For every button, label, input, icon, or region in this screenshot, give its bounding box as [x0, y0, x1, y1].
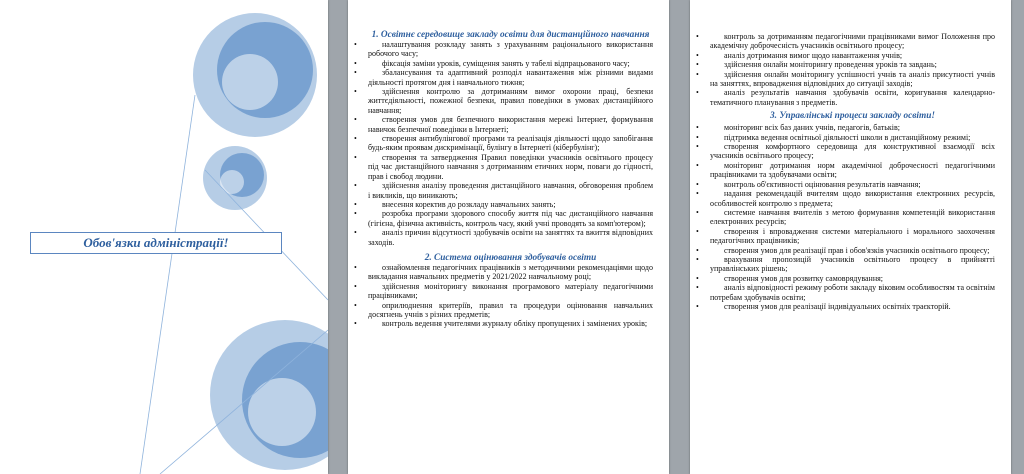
- list-item: • здійснення контролю за дотриманням вимог охорони праці, безпеки життєдіяльності, пожежної безпеки, правил поведінки в умовах дистанційного навчання;: [368, 87, 653, 115]
- list-item: • фіксація заміни уроків, суміщення занять у табелі відпрацьованого часу;: [368, 59, 653, 68]
- list-item: • створення умов для розвитку самоврядування;: [710, 274, 995, 283]
- list-item: • аналіз результатів навчання здобувачів освіти, коригування календарно-тематичного планування з предметів.: [710, 88, 995, 107]
- list-item: • здійснення онлайн моніторингу успішності учнів та аналіз присутності учнів на заняттях, впровадження відповідних до ситуації заходів;: [710, 70, 995, 89]
- list-item: • підтримка ведення освітньої діяльності школи в дистанційному режимі;: [710, 133, 995, 142]
- list-item: • контроль ведення учителями журналу обліку пропущених і замінених уроків;: [368, 319, 653, 328]
- page-title: Обов'язки адміністрації!: [30, 232, 282, 254]
- document-page-3: [690, 0, 1011, 474]
- list-item: • розробка програми здорового способу життя під час дистанційного навчання (гігієна, фізична активність, контроль часу, який учні проводять за комп'ютером);: [368, 209, 653, 228]
- list-item: • системне навчання вчителів з метою формування компетенцій використання електронних ресурсів;: [710, 208, 995, 227]
- list-item: • створення та затвердження Правил поведінки учасників освітнього процесу під час дистанційного навчання з дотриманням етичних норм, поваги до гідності, прав і свобод людини.: [368, 153, 653, 181]
- list-item: • збалансування та адаптивний розподіл навантаження між різними видами діяльності протягом дня і навчального тижня;: [368, 68, 653, 87]
- list-item: • створення антибулінгової програми та реалізація діяльності щодо запобігання будь-яким проявам дискримінації, булінгу в Інтернеті (кібербулінг);: [368, 134, 653, 153]
- list-item: • оприлюднення критеріїв, правил та процедури оцінювання навчальних досягнень учнів з різних предметів;: [368, 301, 653, 320]
- section-2-title: 2. Система оцінювання здобувачів освіти: [424, 252, 597, 263]
- section-2-list-continued: [710, 32, 995, 107]
- list-item: • ознайомлення педагогічних працівників з методичними рекомендаціями щодо викладання навчальних предметів у 2021/2022 навчальному році;: [368, 263, 653, 282]
- section-2-list: [368, 263, 653, 329]
- section-1-title: 1. Освітнє середовище закладу освіти для дистанційного навчання: [371, 30, 650, 40]
- list-item: • врахування пропозицій учасників освітнього процесу в прийнятті управлінських рішень;: [710, 255, 995, 274]
- list-item: • створення комфортного середовища для конструктивної взаємодії всіх учасників освітнього процесу;: [710, 142, 995, 161]
- list-item: • створення і впровадження системи матеріального і морального заохочення педагогічних працівників;: [710, 227, 995, 246]
- list-item: • аналіз відповідності режиму роботи закладу віковим особливостям та освітнім потребам здобувачів освіти;: [710, 283, 995, 302]
- section-3-list: [710, 123, 995, 311]
- list-item: • контроль об'єктивності оцінювання результатів навчання;: [710, 180, 995, 189]
- list-item: • моніторинг дотримання норм академічної доброчесності педагогічними працівниками та здобувачами освіти;: [710, 161, 995, 180]
- list-item: • здійснення моніторингу виконання програмового матеріалу педагогічними працівниками;: [368, 282, 653, 301]
- list-item: • контроль за дотриманням педагогічними працівниками вимог Положення про академічну доброчесність учасників освітнього процесу;: [710, 32, 995, 51]
- document-page-2: [348, 0, 669, 474]
- list-item: • моніторинг всіх баз даних учнів, педагогів, батьків;: [710, 123, 995, 132]
- list-item: • аналіз дотримання вимог щодо навантаження учнів;: [710, 51, 995, 60]
- list-item: • створення умов для безпечного використання мережі Інтернет, формування навичок безпечної поведінки в Інтернеті;: [368, 115, 653, 134]
- list-item: • здійснення аналізу проведення дистанційного навчання, обговорення проблем і викликів, що виникають;: [368, 181, 653, 200]
- list-item: • створення умов для реалізації індивідуальних освітніх траєкторій.: [710, 302, 995, 311]
- section-1-list: [368, 40, 653, 247]
- list-item: • надання рекомендацій вчителям щодо використання електронних ресурсів, особливостей контролю з предмета;: [710, 189, 995, 208]
- list-item: • аналіз причин відсутності здобувачів освіти на заняттях та вжиття відповідних заходів.: [368, 228, 653, 247]
- list-item: • створення умов для реалізації прав і обов'язків учасників освітнього процесу;: [710, 246, 995, 255]
- section-3-title: 3. Управлінські процеси закладу освіти!: [770, 111, 935, 122]
- list-item: • налаштування розкладу занять з урахуванням раціонального використання робочого часу;: [368, 40, 653, 59]
- list-item: • внесення коректив до розкладу навчальних занять;: [368, 200, 653, 209]
- list-item: • здійснення онлайн моніторингу проведення уроків та завдань;: [710, 60, 995, 69]
- cover-page: [0, 0, 328, 474]
